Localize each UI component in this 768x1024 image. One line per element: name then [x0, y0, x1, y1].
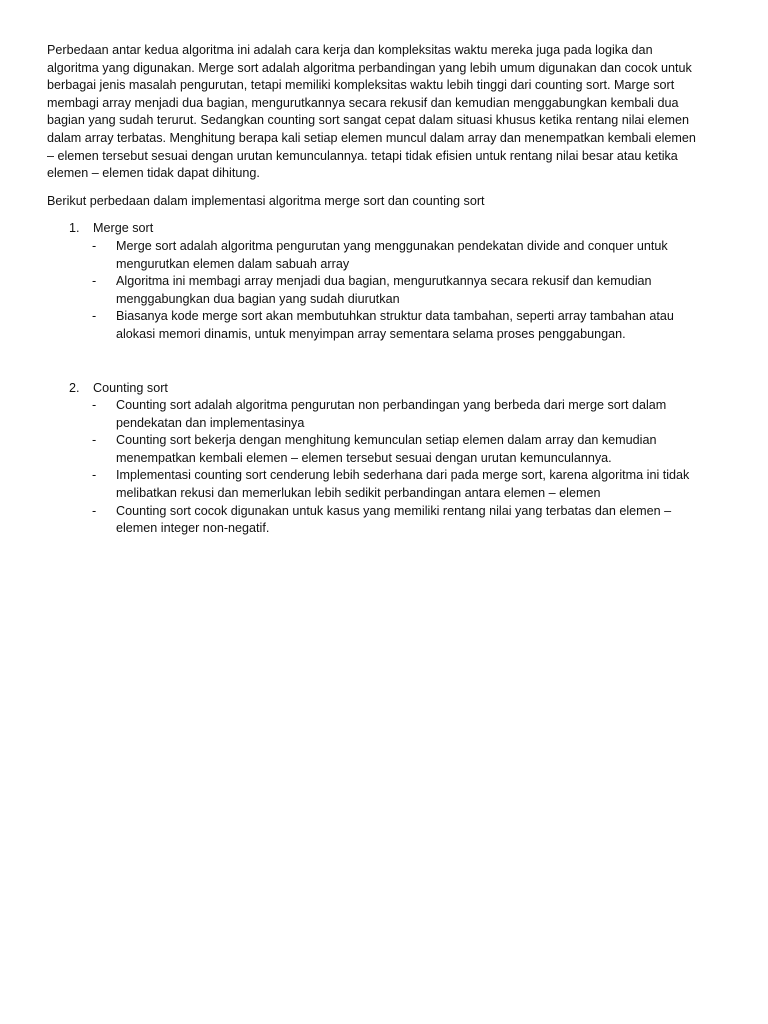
- bullet-list: [47, 238, 727, 344]
- bullet-line: menggabungkan dua bagian yang sudah diurutkan: [116, 291, 400, 306]
- bullet-line: Implementasi counting sort cenderung lebih sederhana dari pada merge sort, karena algoritma ini tidak: [116, 468, 690, 483]
- intro-line: membagi array menjadi dua bagian, mengurutkannya secara rekusif dan kemudian menggabungkan kembali dua: [47, 95, 679, 110]
- bullet-dash: -: [92, 238, 97, 253]
- list-item: [47, 432, 727, 467]
- bullet-dash: -: [92, 398, 97, 413]
- intro-line: elemen – elemen tidak dapat dihitung.: [47, 166, 260, 181]
- section-spacer: [47, 344, 727, 380]
- section-number: 1.: [69, 221, 80, 236]
- bullet-dash: -: [92, 503, 97, 518]
- bullet-list: [47, 397, 727, 538]
- list-item: [47, 503, 727, 538]
- section-title: Counting sort: [93, 380, 168, 395]
- intro-line: berbagai jenis masalah pengurutan, tetapi memiliki kompleksitas waktu lebih tinggi dari counting sort. Marge sort: [47, 78, 675, 93]
- intro-line: Perbedaan antar kedua algoritma ini adalah cara kerja dan kompleksitas waktu mereka juga pada logika dan: [47, 43, 653, 57]
- bullet-line: alokasi memori dinamis, untuk menyimpan array sementara selama proses penggabungan.: [116, 326, 626, 341]
- section-number: 2.: [69, 380, 80, 395]
- intro-line: – elemen tersebut sesuai dengan urutan kemunculannya. tetapi tidak efisien untuk rentang nilai besar atau ketika: [47, 148, 678, 163]
- section-merge-sort: [47, 220, 727, 343]
- bullet-line: Counting sort adalah algoritma pengurutan non perbandingan yang berbeda dari merge sort dalam: [116, 398, 667, 413]
- list-item: [47, 308, 727, 343]
- bullet-line: Biasanya kode merge sort akan membutuhkan struktur data tambahan, seperti array tambahan atau: [116, 309, 674, 324]
- bullet-line: Algoritma ini membagi array menjadi dua bagian, mengurutkannya secara rekusif dan kemudian: [116, 274, 652, 289]
- list-item: [47, 467, 727, 502]
- section-title: Merge sort: [93, 221, 154, 236]
- document-page: [47, 42, 727, 538]
- list-item: [47, 273, 727, 308]
- intro-paragraph: [47, 42, 727, 183]
- bullet-line: menempatkan kembali elemen – elemen tersebut sesuai dengan urutan kemunculannya.: [116, 450, 612, 465]
- section-counting-sort: [47, 380, 727, 538]
- bullet-dash: -: [92, 468, 97, 483]
- intro-line: dalam array terbatas. Menghitung berapa kali setiap elemen muncul dalam array dan menempatkan kembali elemen: [47, 130, 696, 145]
- bullet-dash: -: [92, 274, 97, 289]
- lead-paragraph: Berikut perbedaan dalam implementasi algoritma merge sort dan counting sort: [47, 193, 485, 208]
- intro-line: bagian yang sudah terurut. Sedangkan counting sort sangat cepat dalam situasi khusus ketika rentang nilai elemen: [47, 113, 689, 128]
- bullet-line: Counting sort cocok digunakan untuk kasus yang memiliki rentang nilai yang terbatas dan elemen –: [116, 503, 672, 518]
- bullet-line: pendekatan dan implementasinya: [116, 415, 305, 430]
- bullet-line: melibatkan rekusi dan memerlukan lebih sedikit perbandingan antara elemen – elemen: [116, 486, 601, 501]
- list-item: [47, 238, 727, 273]
- bullet-line: elemen integer non-negatif.: [116, 521, 270, 536]
- bullet-dash: -: [92, 309, 97, 324]
- intro-line: algoritma yang digunakan. Merge sort adalah algoritma perbandingan yang lebih umum digunakan dan cocok untuk: [47, 60, 692, 75]
- bullet-dash: -: [92, 433, 97, 448]
- section-heading: [47, 380, 727, 398]
- bullet-line: Merge sort adalah algoritma pengurutan yang menggunakan pendekatan divide and conquer untuk: [116, 238, 668, 253]
- list-item: [47, 397, 727, 432]
- bullet-line: Counting sort bekerja dengan menghitung kemunculan setiap elemen dalam array dan kemudian: [116, 433, 657, 448]
- section-heading: [47, 220, 727, 238]
- bullet-line: mengurutkan elemen dalam sabuah array: [116, 256, 350, 271]
